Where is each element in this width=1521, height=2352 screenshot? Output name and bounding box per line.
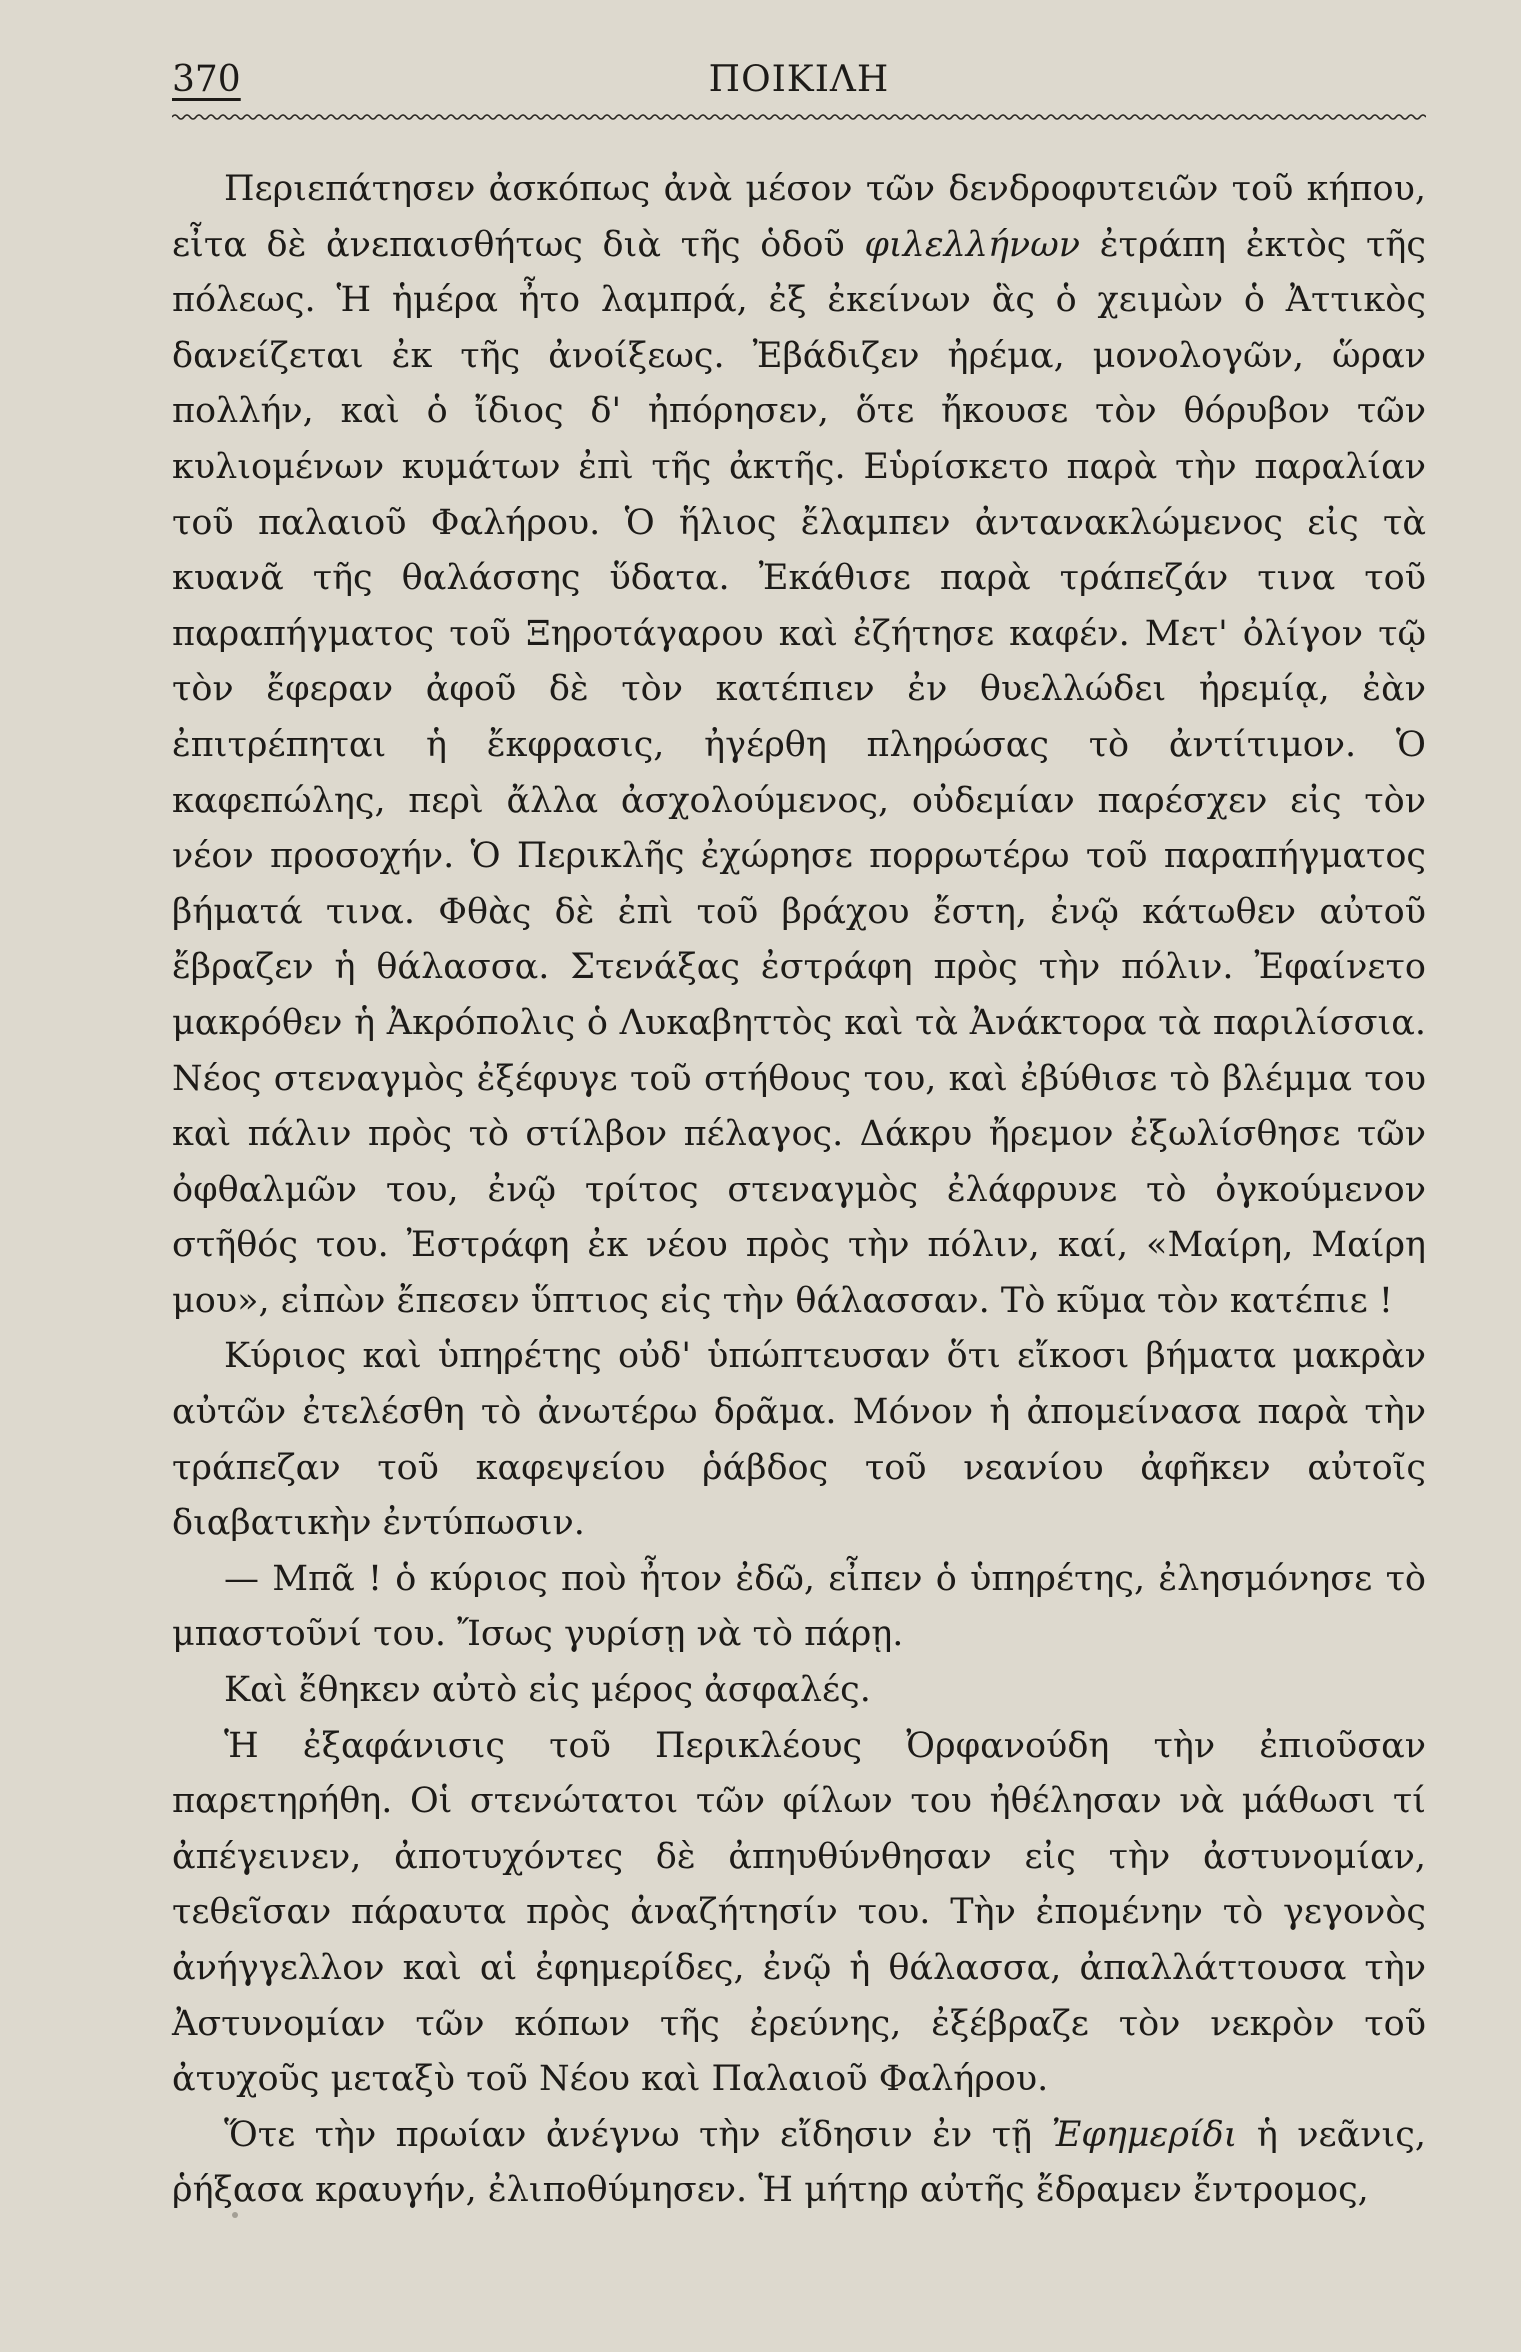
paragraph: [172, 1552, 1426, 1663]
italic-text: φιλελλήνων: [864, 224, 1081, 265]
header-rule: [172, 112, 1426, 122]
text-run: Κύριος καὶ ὑπηρέτης οὐδ' ὑπώπτευσαν ὅτι εἴκοσι βήματα μακρὰν αὐτῶν ἐτελέσθη τὸ ἀνωτέρω δρᾶμα. Μόνον ἡ ἀπομείνασα παρὰ τὴν τράπεζαν τοῦ καφεψείου ῥάβδος τοῦ νεανίου ἀφῆκεν αὐτοῖς διαβατικὴν ἐντύπωσιν.: [172, 1336, 1426, 1544]
text-run: Καὶ ἔθηκεν αὐτὸ εἰς μέρος ἀσφαλές.: [224, 1670, 871, 1711]
paragraph: [172, 1719, 1426, 2108]
page-header: [172, 0, 1426, 140]
body-text: [172, 162, 1426, 2219]
italic-text: Ἐφημερίδι: [1051, 2114, 1238, 2155]
ink-speck: [232, 2212, 238, 2218]
text-run: ἡ νεᾶνις, ῥήξασα κραυγήν, ἐλιποθύμησεν. Ἡ μήτηρ αὐτῆς ἔδραμεν ἔντρομος,: [172, 2114, 1426, 2211]
text-run: Ἡ ἐξαφάνισις τοῦ Περικλέους Ὀρφανούδη τὴν ἐπιοῦσαν παρετηρήθη. Οἱ στενώτατοι τῶν φίλων του ἠθέλησαν νὰ μάθωσι τί ἀπέγεινεν, ἀποτυχόντες δὲ ἀπηυθύνθησαν εἰς τὴν ἀστυνομίαν, τεθεῖσαν πάραυτα πρὸς ἀναζήτησίν του. Τὴν ἐπομένην τὸ γεγονὸς ἀνήγγελλον καὶ αἱ ἐφημερίδες, ἐνῷ ἡ θάλασσα, ἀπαλλάττουσα τὴν Ἀστυνομίαν τῶν κόπων τῆς ἐρεύνης, ἐξέβραζε τὸν νεκρὸν τοῦ ἀτυχοῦς μεταξὺ τοῦ Νέου καὶ Παλαιοῦ Φαλήρου.: [172, 1725, 1426, 2100]
text-run: — Μπᾶ ! ὁ κύριος ποὺ ἦτον ἐδῶ, εἶπεν ὁ ὑπηρέτης, ἐλησμόνησε τὸ μπαστοῦνί του. Ἴσως γυρίσῃ νὰ τὸ πάρῃ.: [172, 1558, 1426, 1655]
text-run: Ὅτε τὴν πρωίαν ἀνέγνω τὴν εἴδησιν ἐν τῇ: [224, 2114, 1052, 2155]
paragraph: [172, 1663, 1426, 1719]
paragraph: [172, 1329, 1426, 1551]
paragraph: [172, 2108, 1426, 2219]
text-run: ἐτράπη ἐκτὸς τῆς πόλεως. Ἡ ἡμέρα ἦτο λαμπρά, ἐξ ἐκείνων ἃς ὁ χειμὼν ὁ Ἀττικὸς δανείζεται ἐκ τῆς ἀνοίξεως. Ἐβάδιζεν ἠρέμα, μονολογῶν, ὥραν πολλήν, καὶ ὁ ἴδιος δ' ἠπόρησεν, ὅτε ἤκουσε τὸν θόρυβον τῶν κυλιομένων κυμάτων ἐπὶ τῆς ἀκτῆς. Εὑρίσκετο παρὰ τὴν παραλίαν τοῦ παλαιοῦ Φαλήρου. Ὁ ἥλιος ἔλαμπεν ἀντανακλώμενος εἰς τὰ κυανᾶ τῆς θαλάσσης ὕδατα. Ἐκάθισε παρὰ τράπεζάν τινα τοῦ παραπήγματος τοῦ Ξηροτάγαρου καὶ ἐζήτησε καφέν. Μετ' ὀλίγον τῷ τὸν ἔφεραν ἀφοῦ δὲ τὸν κατέπιεν ἐν θυελλώδει ἠρεμίᾳ, ἐὰν ἐπιτρέπηται ἡ ἔκφρασις, ἠγέρθη πληρώσας τὸ ἀντίτιμον. Ὁ καφεπώλης, περὶ ἄλλα ἀσχολούμενος, οὐδεμίαν παρέσχεν εἰς τὸν νέον προσοχήν. Ὁ Περικλῆς ἐχώρησε πορρωτέρω τοῦ παραπήγματος βήματά τινα. Φθὰς δὲ ἐπὶ τοῦ βράχου ἔστη, ἐνῷ κάτωθεν αὐτοῦ ἔβραζεν ἡ θάλασσα. Στενάξας ἐστράφη πρὸς τὴν πόλιν. Ἐφαίνετο μακρόθεν ἡ Ἀκρόπολις ὁ Λυκαβηττὸς καὶ τὰ Ἀνάκτορα τὰ παριλίσσια. Νέος στεναγμὸς ἐξέφυγε τοῦ στήθους του, καὶ ἐβύθισε τὸ βλέμμα του καὶ πάλιν πρὸς τὸ στίλβον πέλαγος. Δάκρυ ἤρεμον ἐξωλίσθησε τῶν ὀφθαλμῶν του, ἐνῷ τρίτος στεναγμὸς ἐλάφρυνε τὸ ὀγκούμενον στῆθός του. Ἐστράφη ἐκ νέου πρὸς τὴν πόλιν, καί, «Μαίρη, Μαίρη μου», εἰπὼν ἔπεσεν ὕπτιος εἰς τὴν θάλασσαν. Τὸ κῦμα τὸν κατέπιε !: [172, 224, 1426, 1321]
page-number: 370: [172, 59, 241, 100]
text-run: Περιεπάτησεν ἀσκόπως ἀνὰ μέσον τῶν δενδροφυτειῶν τοῦ κήπου, εἶτα δὲ ἀνεπαισθήτως διὰ τῆς ὁδοῦ: [172, 169, 1426, 265]
paragraph: [172, 162, 1426, 1329]
running-title: ΠΟΙΚΙΛΗ: [708, 59, 890, 100]
